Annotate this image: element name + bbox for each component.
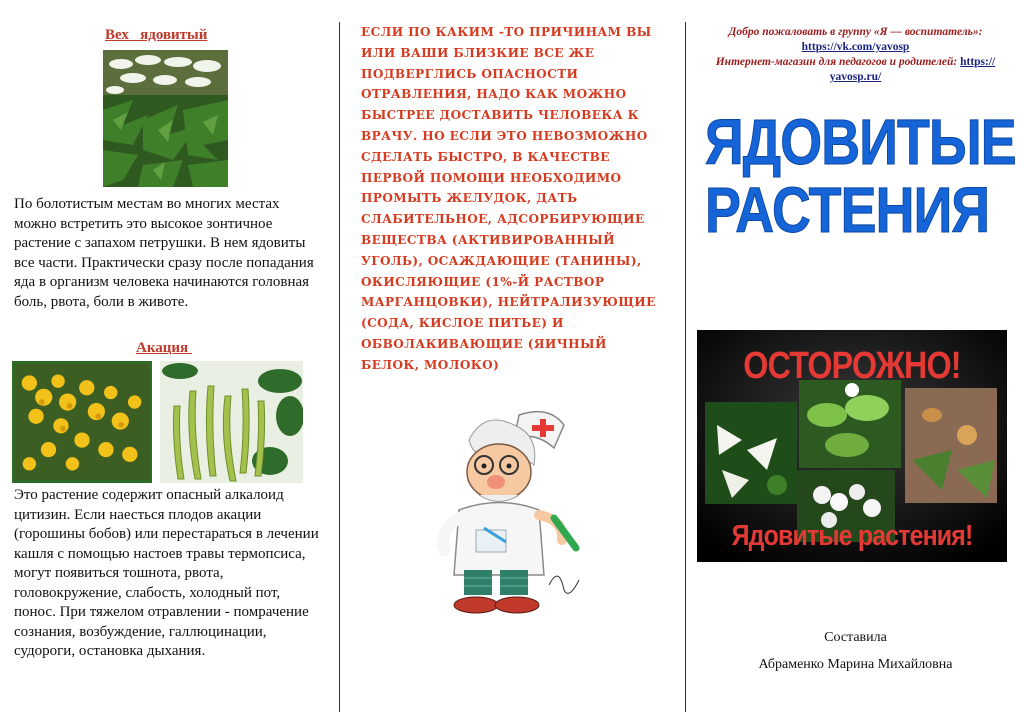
shop-link-part2[interactable]: yavosp.ru/: [829, 71, 882, 83]
right-column: [687, 0, 1024, 725]
title-line1: ЯДОВИТЫЕ: [705, 106, 1016, 178]
column-divider-left: [339, 22, 340, 712]
vk-link[interactable]: https://vk.com/yavosp: [801, 41, 910, 53]
plant2-description: Это растение содержит опасный алкалоид цитизин. Если наесться плодов акации (горошины бобов) или перестараться в лечении кашля с помощью настоев травы термопсиса, могут появиться тошнота, рвота, головокружение, слабость, холодный пот, понос. При тяжелом отравлении - помрачение сознания, возбуждение, галлюцинации, судороги, остановка дыхания.: [14, 487, 319, 659]
author-label: Составила: [824, 630, 887, 645]
welcome-block: [687, 25, 1024, 85]
plant1-description: По болотистым местам во многих местах можно встретить это высокое зонтичное растение с запахом петрушки. В нем ядовиты все части. Практически сразу после попадания яда в организм человека начинаются головная боль, рвота, боли в животе.: [14, 196, 314, 310]
doctor-cartoon: [414, 400, 589, 622]
poster-photo-flower: [905, 388, 997, 503]
acacia-pods-photo: [160, 361, 303, 483]
warning-poster: [697, 330, 1007, 562]
shop-link-part1[interactable]: https://: [960, 56, 996, 68]
middle-column: [341, 0, 685, 725]
poster-caution-text: ОСТОРОЖНО!: [743, 345, 961, 387]
acacia-flowers-photo: [12, 361, 152, 483]
poster-photo-datura: [705, 402, 797, 504]
poster-photo-leaves: [799, 380, 901, 468]
brochure-title: [705, 106, 1016, 246]
column-divider-right: [685, 22, 686, 712]
welcome-text: Добро пожаловать в группу «Я — воспитатель»:: [728, 26, 983, 38]
title-line2: РАСТЕНИЯ: [705, 174, 990, 246]
plant1-title: Вех ядовитый: [105, 27, 208, 43]
shop-text: Интернет-магазин для педагогов и родителей:: [715, 56, 958, 68]
first-aid-advice: ЕСЛИ ПО КАКИМ -ТО ПРИЧИНАМ ВЫ ИЛИ ВАШИ БЛИЗКИЕ ВСЕ ЖЕ ПОДВЕРГЛИСЬ ОПАСНОСТИ ОТРАВЛЕНИЯ, НАДО КАК МОЖНО БЫСТРЕЕ ДОСТАВИТЬ ЧЕЛОВЕКА К ВРАЧУ. НО ЕСЛИ ЭТО НЕВОЗМОЖНО СДЕЛАТЬ БЫСТРО, В КАЧЕСТВЕ ПЕРВОЙ ПОМОЩИ НЕОБХОДИМО ПРОМЫТЬ ЖЕЛУДОК, ДАТЬ СЛАБИТЕЛЬНОЕ, АДСОРБИРУЮЩИЕ ВЕЩЕСТВА (АКТИВИРОВАННЫЙ УГОЛЬ), ОСАЖДАЮЩИЕ (ТАНИНЫ), ОКИСЛЯЮЩИЕ (1%-Й РАСТВОР МАРГАНЦОВКИ), НЕЙТРАЛИЗУЮЩИЕ (СОДА, КИСЛОЕ ПИТЬЕ) И ОБВОЛАКИВАЮЩИЕ (ЯИЧНЫЙ БЕЛОК, МОЛОКО): [361, 25, 656, 372]
poster-subtitle: Ядовитые растения!: [731, 520, 973, 552]
left-column: [0, 0, 338, 725]
author-name: Абраменко Марина Михайловна: [758, 657, 953, 672]
hemlock-photo: [103, 50, 228, 187]
plant2-title: Акация: [136, 340, 192, 356]
